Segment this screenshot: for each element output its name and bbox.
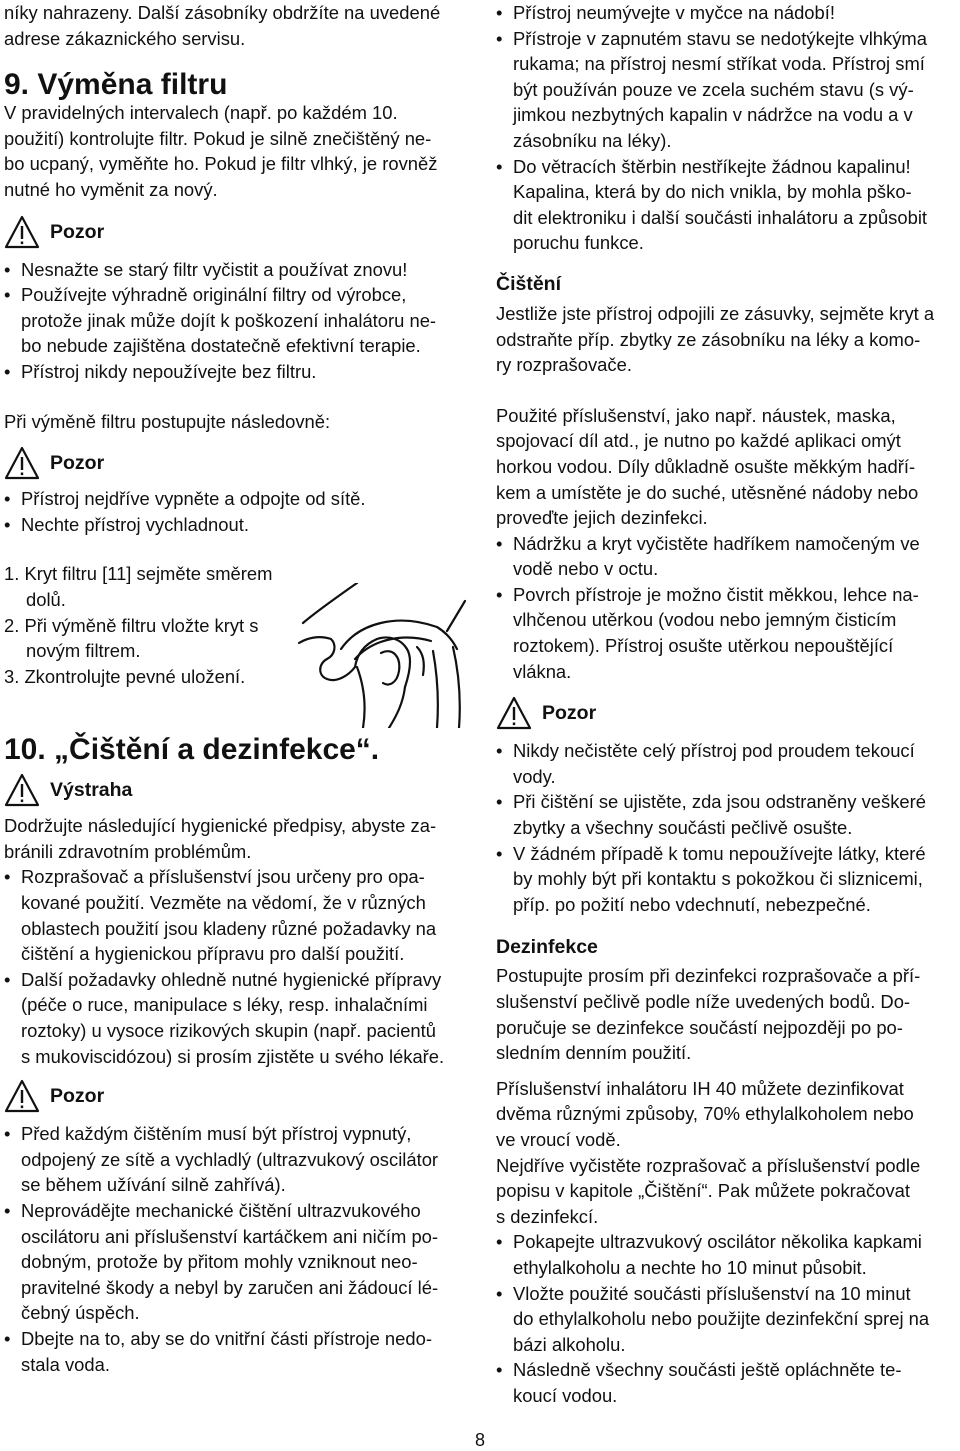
text-line: zbytky a všechny součásti pečlivě osušte.	[513, 817, 853, 839]
text-line: poruchu funkce.	[513, 232, 644, 254]
text-line: bránili zdravotním problémům.	[4, 840, 252, 862]
text-line: níky nahrazeny. Další zásobníky obdržíte na uvedené	[4, 2, 441, 23]
text-line: roztoky) u vysoce rizikových skupin (např. pacientů	[21, 1020, 436, 1042]
text-line: Postupujte prosím při dezinfekci rozprašovače a pří-	[496, 965, 921, 987]
text-line: Jestliže jste přístroj odpojili ze zásuvky, sejměte kryt a	[496, 302, 935, 324]
caution-list	[4, 257, 467, 385]
disinfection-title: Dezinfekce	[496, 936, 598, 959]
bullet-item	[4, 282, 467, 359]
text-line: (péče o ruce, manipulace s léky, resp. inhalačními	[21, 994, 428, 1016]
text-line: dit elektroniku i další součásti inhalátoru a způsobit	[513, 206, 928, 228]
bullet-item	[496, 26, 958, 154]
text-line: použití) kontrolujte filtr. Pokud je silně znečištěný ne-	[4, 127, 432, 149]
step-line: dolů.	[26, 588, 66, 610]
text-line: • Přístroje v zapnutém stavu se nedotýkejte vlhkýma	[513, 27, 927, 49]
text-line: do ethylalkoholu nebo použijte dezinfekční sprej na	[513, 1308, 930, 1330]
text-line: popisu v kapitole „Čištění“. Pak můžete pokračovat	[496, 1180, 910, 1202]
text-line: by mohly být při kontaktu s pokožkou či sliznicemi,	[513, 868, 923, 890]
text-line: slušenství pečlivě podle níže uvedených bodů. Do-	[496, 991, 911, 1012]
text-line: vlhčenou utěrkou (vodou nebo jemným čisticím	[513, 609, 897, 631]
intro-paragraph	[4, 0, 467, 51]
text-line: s mukoviscidózou) si prosím zjistěte u svého lékaře.	[21, 1045, 445, 1067]
cleaning-paragraph	[496, 301, 958, 378]
text-line: ry rozprašovače.	[496, 354, 632, 376]
text-line: • Přístroj neumývejte v myčce na nádobí!	[513, 2, 835, 23]
text-line: oscilátoru ani příslušenství kartáčkem ani ničím po-	[21, 1225, 439, 1247]
caution-heading	[4, 1079, 467, 1113]
text-line: • Před každým čištěním musí být přístroj vypnutý,	[21, 1123, 412, 1145]
text-line: čebný úspěch.	[21, 1302, 140, 1324]
step-line: novým filtrem.	[26, 640, 141, 662]
bullet-item	[496, 1357, 958, 1408]
text-line: dvěma různými způsoby, 70% ethylalkoholem nebo	[496, 1103, 914, 1125]
text-line: ve vroucí vodě.	[496, 1128, 621, 1150]
text-line: • Dbejte na to, aby se do vnitřní části přístroje nedo-	[21, 1327, 432, 1349]
text-line: Použité příslušenství, jako např. náustek, maska,	[496, 404, 896, 426]
warning-triangle-icon	[4, 446, 40, 480]
caution-label: Pozor	[542, 702, 597, 725]
text-line: • Rozprašovač a příslušenství jsou určeny pro opa-	[21, 866, 425, 888]
text-line: Příslušenství inhalátoru IH 40 můžete dezinfikovat	[496, 1077, 904, 1099]
text-line: nutné ho vyměnit za nový.	[4, 178, 218, 200]
warning-triangle-icon	[496, 696, 532, 730]
bullet-item	[4, 486, 467, 512]
warning-body	[4, 813, 467, 864]
text-line: adrese zákaznického servisu.	[4, 27, 246, 49]
text-line: • V žádném případě k tomu nepoužívejte látky, které	[513, 842, 926, 864]
step-line: 1. Kryt filtru [11] sejměte směrem	[4, 563, 273, 585]
text-line: • Přístroj nikdy nepoužívejte bez filtru.	[21, 360, 317, 382]
bullet-item	[4, 967, 467, 1069]
text-line: • Následně všechny součásti ještě opláchněte te-	[513, 1359, 902, 1381]
text-line: ethylalkoholu a nechte ho 10 minut působit.	[513, 1256, 867, 1278]
text-line: • Do větracích štěrbin nestříkejte žádnou kapalinu!	[513, 155, 911, 177]
text-line: pravitelné škody a nebyl by zaručen ani žádoucí lé-	[21, 1276, 439, 1298]
caution-label: Pozor	[50, 452, 105, 475]
warning-triangle-icon	[4, 773, 40, 807]
text-line: • Pokapejte ultrazvukový oscilátor několika kapkami	[513, 1231, 922, 1253]
text-line: poručuje se dezinfekce součástí nejpozději po po-	[496, 1016, 903, 1038]
caution-heading	[4, 446, 467, 480]
text-line: protože jinak může dojít k poškození inhalátoru ne-	[21, 309, 437, 331]
text-line: koucí vodou.	[513, 1384, 618, 1406]
text-line: čištění a hygienickou přípravu pro další použití.	[21, 943, 405, 965]
text-line: odstraňte příp. zbytky ze zásobníku na léky a komo-	[496, 328, 921, 350]
text-line: dobným, protože by přitom mohly vzniknout neo-	[21, 1251, 418, 1273]
text-line: sledním denním použití.	[496, 1042, 692, 1064]
bullet-item	[4, 1121, 467, 1198]
bullet-item	[4, 359, 467, 385]
text-line: horkou vodou. Díly důkladně osušte měkkým hadří-	[496, 455, 916, 477]
text-line: kované použití. Vezměte na vědomí, že v různých	[21, 892, 426, 914]
bullet-item	[496, 154, 958, 256]
section-9-body	[4, 100, 467, 202]
bullet-item	[496, 0, 958, 26]
bullet-list	[496, 1229, 958, 1408]
text-line: oblastech použití jsou kladeny různé požadavky na	[21, 917, 437, 939]
caution-label: Pozor	[50, 1085, 105, 1108]
warning-heading	[4, 773, 467, 807]
bullet-item	[4, 257, 467, 283]
caution-label: Pozor	[50, 220, 105, 243]
bullet-item	[4, 1198, 467, 1326]
bullet-item	[496, 531, 958, 582]
warning-label: Výstraha	[50, 779, 133, 802]
caution-heading	[4, 215, 467, 249]
warning-list	[4, 864, 467, 1069]
text-line: Dodržujte následující hygienické předpisy, abyste za-	[4, 815, 437, 837]
replace-intro: Při výměně filtru postupujte následovně:	[4, 410, 331, 432]
bullet-item	[496, 582, 958, 684]
right-column	[496, 0, 958, 1409]
bullet-item	[496, 1281, 958, 1358]
bullet-list	[496, 531, 958, 685]
text-line: bo nebude zajištěna dostatečně efektivní terapie.	[21, 335, 421, 357]
bullet-item	[496, 841, 958, 918]
caution-list	[496, 738, 958, 917]
bullet-item	[4, 512, 467, 538]
text-line: • Nádržku a kryt vyčistěte hadříkem namočeným ve	[513, 532, 920, 554]
warning-triangle-icon	[4, 1079, 40, 1113]
text-line: • Přístroj nejdříve vypněte a odpojte od sítě.	[21, 488, 366, 510]
text-line: V pravidelných intervalech (např. po každém 10.	[4, 102, 398, 124]
text-line: • Povrch přístroje je možno čistit měkkou, lehce na-	[513, 583, 919, 605]
text-line: zásobníku na léky).	[513, 129, 672, 151]
text-line: Kapalina, která by do nich vnikla, by mohla pško-	[513, 181, 912, 203]
bullet-item	[4, 1326, 467, 1377]
text-line: odpojený ze sítě a vychladlý (ultrazvukový oscilátor	[21, 1148, 439, 1170]
bullet-item	[4, 864, 467, 966]
caution-list	[4, 1121, 467, 1377]
text-line: roztokem). Přístroj osušte utěrkou nepouštějící	[513, 635, 894, 657]
bullet-list	[496, 0, 958, 256]
cleaning-title: Čištění	[496, 272, 562, 295]
step-line: 2. Při výměně filtru vložte kryt s	[4, 614, 259, 636]
text-line: bo ucpaný, vyměňte ho. Pokud je filtr vlhký, je rovněž	[4, 153, 438, 175]
page-number: 8	[474, 1430, 485, 1450]
warning-triangle-icon	[4, 215, 40, 249]
text-line: • Vložte použité součásti příslušenství na 10 minut	[513, 1282, 911, 1304]
text-line: vodě nebo v octu.	[513, 558, 659, 580]
text-line: spojovací díl atd., je nutno po každé aplikaci omýt	[496, 430, 901, 452]
caution-list	[4, 486, 467, 537]
bullet-item	[496, 738, 958, 789]
text-line: • Nesnažte se starý filtr vyčistit a používat znovu!	[21, 258, 408, 280]
text-line: • Nikdy nečistěte celý přístroj pod proudem tekoucí	[513, 740, 915, 762]
bullet-item	[496, 789, 958, 840]
text-line: vlákna.	[513, 660, 572, 682]
text-line: • Používejte výhradně originální filtry od výrobce,	[21, 284, 407, 306]
caution-heading	[496, 696, 958, 730]
disinfection-paragraph	[496, 963, 958, 1065]
section-10-title: 10. „Čištění a dezinfekce“.	[4, 733, 380, 767]
text-line: bázi alkoholu.	[513, 1333, 626, 1355]
text-line: s dezinfekcí.	[496, 1205, 599, 1227]
text-line: rukama; na přístroj nesmí stříkat voda. Přístroj smí	[513, 53, 925, 75]
text-line: být používán pouze ve zcela suchém stavu (s vý-	[513, 78, 914, 100]
text-line: • Neprovádějte mechanické čištění ultrazvukového	[21, 1200, 421, 1221]
text-line: proveďte jejich dezinfekci.	[496, 507, 708, 529]
text-line: • Při čištění se ujistěte, zda jsou odstraněny veškeré	[513, 791, 926, 813]
filter-cover-hand-illustration	[297, 583, 467, 728]
text-line: jimkou nezbytných kapalin v nádržce na vodu a v	[513, 104, 913, 126]
step-line: 3. Zkontrolujte pevné uložení.	[4, 665, 246, 687]
text-line: stala voda.	[21, 1353, 110, 1375]
text-line: se během užívání silně zahřívá).	[21, 1174, 286, 1196]
text-line: příp. po požití nebo vdechnutí, nebezpečné.	[513, 893, 871, 915]
section-9-title: 9. Výměna filtru	[4, 68, 228, 102]
text-line: kem a umístěte je do suché, utěsněné nádoby nebo	[496, 481, 919, 503]
disinfection-paragraph	[496, 1076, 958, 1230]
text-line: • Nechte přístroj vychladnout.	[21, 513, 249, 535]
text-line: vody.	[513, 765, 556, 787]
bullet-item	[496, 1229, 958, 1280]
text-line: Nejdříve vyčistěte rozprašovač a příslušenství podle	[496, 1154, 921, 1176]
cleaning-paragraph	[496, 403, 958, 531]
text-line: • Další požadavky ohledně nutné hygienické přípravy	[21, 968, 442, 990]
